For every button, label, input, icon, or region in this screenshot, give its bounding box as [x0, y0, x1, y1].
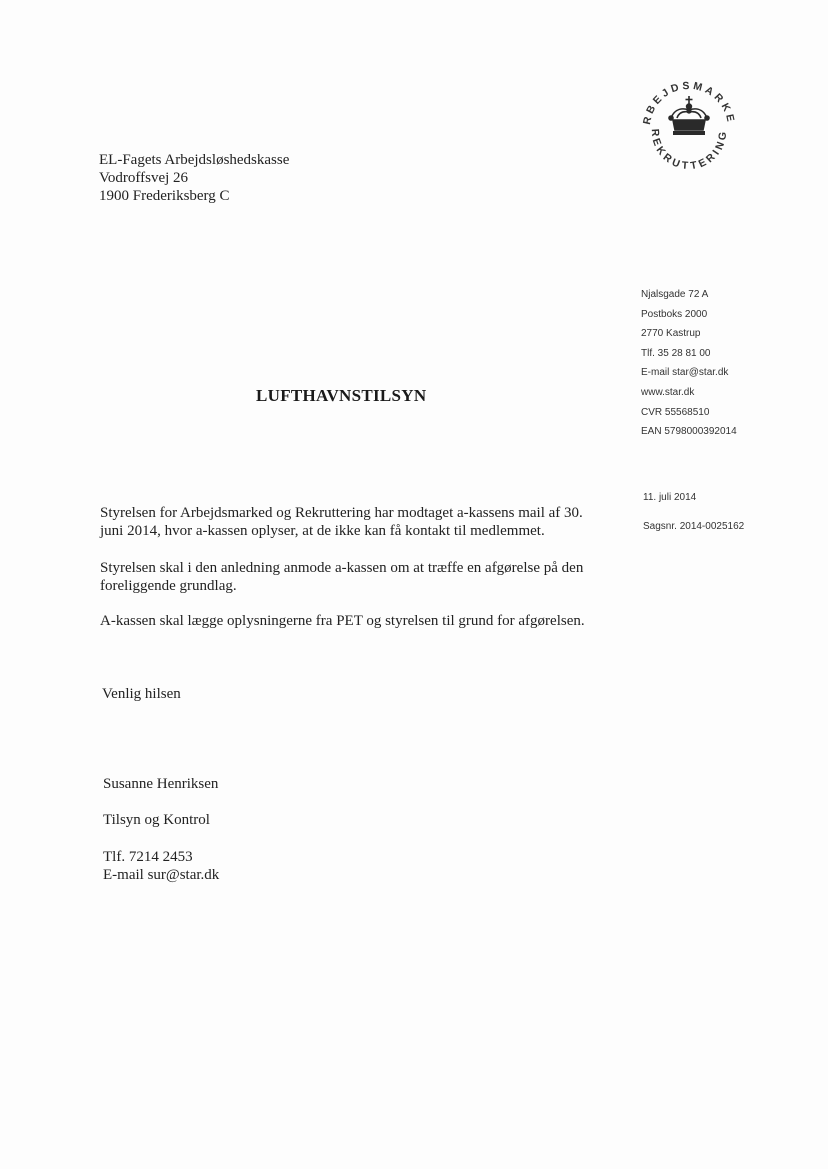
sender-city: 2770 Kastrup: [641, 328, 701, 340]
case-number: Sagsnr. 2014-0025162: [643, 521, 745, 532]
sender-pobox: Postboks 2000: [641, 308, 708, 320]
crown-icon: [669, 96, 709, 135]
paragraph-line: Styrelsen for Arbejdsmarked og Rekruttering har modtaget a-kassens mail af 30.: [100, 505, 583, 521]
body-paragraph-2: [100, 559, 583, 595]
svg-text:REKRUTTERING: REKRUTTERING: [648, 128, 730, 173]
letter-date: 11. juli 2014: [643, 492, 697, 503]
body-paragraph-1: [100, 504, 583, 540]
sender-email: E-mail star@star.dk: [641, 367, 729, 379]
paragraph-line: Styrelsen skal i den anledning anmode a-kassen om at træffe en afgørelse på den: [100, 560, 584, 576]
sender-ean: EAN 5798000392014: [641, 426, 737, 438]
recipient-line: EL-Fagets Arbejdsløshedskasse: [99, 152, 290, 168]
sender-street: Njalsgade 72 A: [641, 289, 709, 300]
letter-subject: LUFTHAVNSTILSYN: [256, 386, 427, 405]
body-paragraph-3: [100, 612, 585, 630]
agency-logo: [636, 72, 742, 178]
recipient-line: Vodroffsvej 26: [99, 170, 189, 186]
paragraph-line: A-kassen skal lægge oplysningerne fra PET og styrelsen til grund for afgørelsen.: [100, 613, 585, 629]
signatory-department: Tilsyn og Kontrol: [103, 812, 210, 828]
signatory-phone: Tlf. 7214 2453: [103, 849, 193, 865]
paragraph-line: juni 2014, hvor a-kassen oplyser, at de ikke kan få kontakt til medlemmet.: [100, 523, 545, 539]
recipient-address: [99, 151, 289, 205]
crown-seal-icon: [636, 72, 742, 178]
svg-text:ARBEJDSMARKED: RBEJDSMARKE: [640, 79, 738, 126]
sender-cvr: CVR 55568510: [641, 406, 710, 418]
paragraph-line: foreliggende grundlag.: [100, 578, 237, 594]
sender-website: www.star.dk: [641, 386, 695, 398]
recipient-line: 1900 Frederiksberg C: [99, 188, 230, 204]
signatory-email: E-mail sur@star.dk: [103, 867, 220, 883]
sender-phone: Tlf. 35 28 81 00: [641, 347, 711, 359]
signatory-name: Susanne Henriksen: [103, 776, 219, 792]
sender-info: [641, 285, 737, 442]
signatory-contact: [103, 848, 219, 884]
closing-phrase: Venlig hilsen: [102, 686, 181, 702]
